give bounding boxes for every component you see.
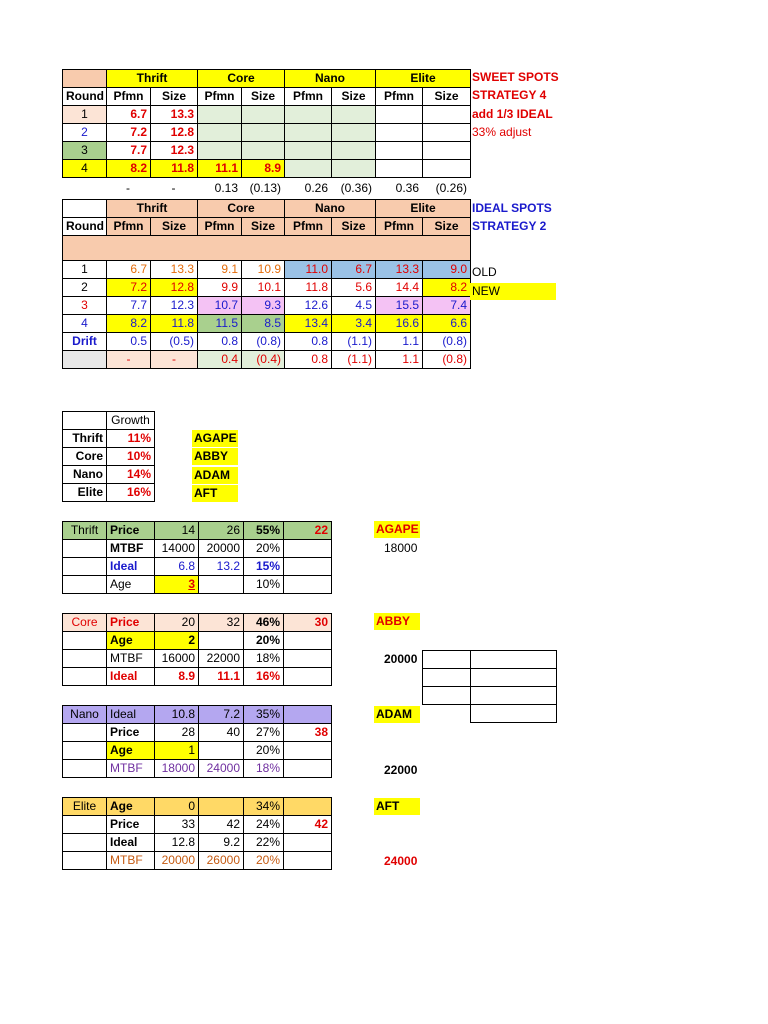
note-add-ideal: add 1/3 IDEAL (472, 107, 553, 121)
table-row: 4 8.2 11.8 11.5 8.5 13.4 3.4 16.6 6.6 (63, 315, 471, 333)
table-row: Age 2 20% (63, 632, 332, 650)
col-header: Size (423, 88, 471, 106)
table-row: Price 28 40 27% 38 (63, 724, 332, 742)
nano-table (62, 705, 332, 778)
sweet-spots-table (62, 69, 471, 178)
team-agape: AGAPE (376, 522, 419, 536)
team-abby: ABBY (374, 613, 420, 630)
elite-table (62, 797, 332, 870)
table-row: 2 7.2 12.8 9.9 10.1 11.8 5.6 14.4 8.2 (63, 279, 471, 297)
group-core: Core (198, 70, 285, 88)
table-row: MTBF 18000 24000 18% (63, 760, 332, 778)
table-row: Ideal 6.8 13.2 15% (63, 558, 332, 576)
table-row: Nano 14% (63, 466, 155, 484)
group-thrift: Thrift (107, 70, 198, 88)
group-elite: Elite (376, 70, 471, 88)
col-header: Size (332, 88, 376, 106)
note-strategy-4: STRATEGY 4 (472, 88, 547, 102)
table-row: Drift 0.5 (0.5) 0.8 (0.8) 0.8 (1.1) 1.1 (0.8) (63, 333, 471, 351)
table-row: 3 7.7 12.3 10.7 9.3 12.6 4.5 15.5 7.4 (63, 297, 471, 315)
table-row: Elite 16% (63, 484, 155, 502)
col-header: Round (63, 88, 107, 106)
table-row: Core 10% (63, 448, 155, 466)
col-header: Pfmn (107, 88, 151, 106)
table-row: Elite Age 0 34% (63, 798, 332, 816)
table-row: MTBF 16000 22000 18% (63, 650, 332, 668)
table-row: 1 6.7 13.3 9.1 10.9 11.0 6.7 13.3 9.0 (63, 261, 471, 279)
table-row: 4 8.2 11.8 11.1 8.9 (63, 160, 471, 178)
table-row: 1 6.7 13.3 (63, 106, 471, 124)
col-header: Size (242, 88, 285, 106)
note-new: NEW (470, 283, 556, 300)
core-table (62, 613, 332, 686)
difference-row: - - 0.13 (0.13) 0.26 (0.36) 0.36 (0.26) (126, 181, 467, 195)
note-adjust: 33% adjust (472, 125, 532, 139)
table-row: MTBF 14000 20000 20% (63, 540, 332, 558)
adam-value: 22000 (384, 763, 418, 777)
table-row: Thrift 11% (63, 430, 155, 448)
table-row: Ideal 8.9 11.1 16% (63, 668, 332, 686)
table-row: 2 7.2 12.8 (63, 124, 471, 142)
thrift-table (62, 521, 332, 594)
team-name: ADAM (192, 467, 238, 484)
table-row: Price 33 42 24% 42 (63, 816, 332, 834)
growth-table: Growth Thrift 11% Core 10% Nano 14% Elite 16% (62, 411, 155, 502)
ideal-spots-table: Thrift Core Nano Elite Round Pfmn Size Pfmn Size Pfmn Size Pfmn Size 1 6.7 13.3 9.1 10.9 11.0 6.7 13.3 9.0 2 7.2 12.8 9.9 10.1 11.8 5.6 14.4 8.2 3 7.7 12.3 10.7 9.3 12.6 4.5 15.5 7.4 4 8.2 11.8 11.5 8.5 13.4 3.4 16.6 6.6 Drift 0.5 (0.5) 0.8 (0.8) 0.8 (1.1) 1.1 (0.8) - - 0.4 (0.4) 0.8 (1.1) 1.1 (0.8) (62, 199, 471, 369)
group-nano: Nano (285, 70, 376, 88)
note-ideal-spots: IDEAL SPOTS (472, 201, 552, 215)
col-header: Pfmn (285, 88, 332, 106)
team-name: ABBY (192, 448, 238, 465)
team-adam: ADAM (374, 706, 420, 723)
team-name: AGAPE (194, 431, 237, 445)
col-header: Size (151, 88, 198, 106)
col-header: Pfmn (198, 88, 242, 106)
table-row: 3 7.7 12.3 (63, 142, 471, 160)
note-strategy-2: STRATEGY 2 (472, 219, 547, 233)
abby-value: 20000 (384, 652, 418, 666)
note-sweet-spots: SWEET SPOTS (472, 70, 559, 84)
team-name: AFT (192, 485, 238, 502)
table-row: Age 3 10% (63, 576, 332, 594)
agape-value: 18000 (384, 541, 418, 555)
table-row: - - 0.4 (0.4) 0.8 (1.1) 1.1 (0.8) (63, 351, 471, 369)
table-row: Nano Ideal 10.8 7.2 35% (63, 706, 332, 724)
team-aft: AFT (374, 798, 420, 815)
table-row: Core Price 20 32 46% 30 (63, 614, 332, 632)
note-old: OLD (472, 265, 497, 279)
col-header: Pfmn (376, 88, 423, 106)
table-row: Age 1 20% (63, 742, 332, 760)
table-row: MTBF 20000 26000 20% (63, 852, 332, 870)
empty-grid (422, 650, 557, 723)
table-row: Thrift Price 14 26 55% 22 (63, 522, 332, 540)
aft-value: 24000 (384, 854, 418, 868)
table-row: Ideal 12.8 9.2 22% (63, 834, 332, 852)
